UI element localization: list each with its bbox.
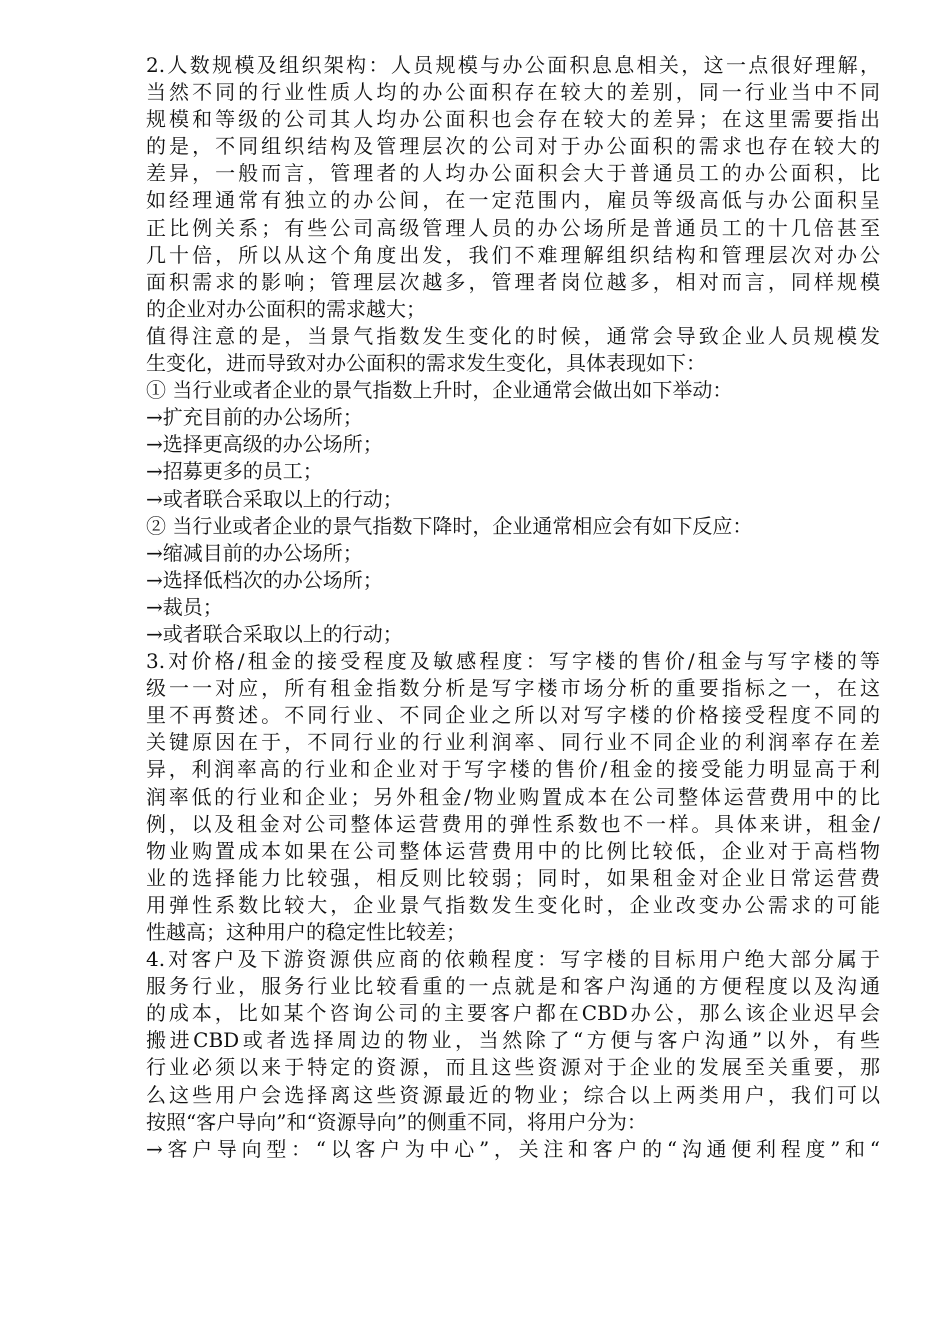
text-line: 行业必须以来于特定的资源，而且这些资源对于企业的发展至关重要，那 bbox=[146, 1055, 880, 1080]
text-line: 差异，一般而言，管理者的人均办公面积会大于普通员工的办公面积，比 bbox=[146, 161, 880, 186]
text-line: 物业购置成本如果在公司整体运营费用中的比例比较低，企业对于高档物 bbox=[146, 838, 880, 863]
text-line: 按照“客户导向”和“资源导向”的侧重不同，将用户分为： bbox=[146, 1109, 647, 1134]
list-item: →选择更高级的办公场所； bbox=[146, 432, 383, 457]
text-line: 用弹性系数比较大，企业景气指数发生变化时，企业改变办公需求的可能 bbox=[146, 892, 880, 917]
text-line: 级一一对应，所有租金指数分析是写字楼市场分析的重要指标之一，在这 bbox=[146, 676, 880, 701]
text-line: 关键原因在于，不同行业的行业利润率、同行业不同企业的利润率存在差 bbox=[146, 730, 880, 755]
text-line: 里不再赘述。不同行业、不同企业之所以对写字楼的价格接受程度不同的 bbox=[146, 703, 880, 728]
text-line: 搬进CBD或者选择周边的物业，当然除了“方便与客户沟通”以外，有些 bbox=[146, 1028, 880, 1053]
list-item: →或者联合采取以上的行动； bbox=[146, 621, 403, 646]
text-line: 3.对价格/租金的接受程度及敏感程度：写字楼的售价/租金与写字楼的等 bbox=[146, 649, 880, 674]
text-line: 的企业对办公面积的需求越大； bbox=[146, 296, 426, 321]
text-line: 的成本，比如某个咨询公司的主要客户都在CBD办公，那么该企业迟早会 bbox=[146, 1001, 880, 1026]
text-line: 正比例关系；有些公司高级管理人员的办公场所是普通员工的十几倍甚至 bbox=[146, 215, 880, 240]
text-line: 性越高；这种用户的稳定性比较差； bbox=[146, 920, 466, 944]
list-item: →或者联合采取以上的行动； bbox=[146, 486, 403, 511]
text-line: 么这些用户会选择离这些资源最近的物业；综合以上两类用户，我们可以 bbox=[146, 1082, 880, 1107]
list-item: →客户导向型：“以客户为中心”，关注和客户的“沟通便利程度”和“ bbox=[146, 1136, 880, 1161]
text-line: 当然不同的行业性质人均的办公面积存在较大的差别，同一行业当中不同 bbox=[146, 80, 880, 105]
list-heading: ② 当行业或者企业的景气指数下降时，企业通常相应会有如下反应： bbox=[146, 513, 753, 538]
text-line: 服务行业，服务行业比较看重的一点就是和客户沟通的方便程度以及沟通 bbox=[146, 974, 880, 999]
list-item: →扩充目前的办公场所； bbox=[146, 405, 363, 430]
text-line: 业的选择能力比较强，相反则比较弱；同时，如果租金对企业日常运营费 bbox=[146, 865, 880, 890]
document-body bbox=[146, 52, 880, 1163]
list-item: →招募更多的员工； bbox=[146, 459, 323, 484]
list-item: →裁员； bbox=[146, 594, 223, 619]
list-item: →选择低档次的办公场所； bbox=[146, 567, 383, 592]
list-heading: ① 当行业或者企业的景气指数上升时，企业通常会做出如下举动： bbox=[146, 378, 733, 403]
text-line: 4.对客户及下游资源供应商的依赖程度：写字楼的目标用户绝大部分属于 bbox=[146, 947, 880, 972]
text-line: 异，利润率高的行业和企业对于写字楼的售价/租金的接受能力明显高于利 bbox=[146, 757, 880, 782]
text-line: 润率低的行业和企业；另外租金/物业购置成本在公司整体运营费用中的比 bbox=[146, 784, 880, 809]
text-line: 值得注意的是，当景气指数发生变化的时候，通常会导致企业人员规模发 bbox=[146, 323, 880, 348]
text-line: 如经理通常有独立的办公间，在一定范围内，雇员等级高低与办公面积呈 bbox=[146, 188, 880, 213]
text-line: 例，以及租金对公司整体运营费用的弹性系数也不一样。具体来讲，租金/ bbox=[146, 811, 880, 836]
list-item: →缩减目前的办公场所； bbox=[146, 540, 363, 565]
text-line: 规模和等级的公司其人均办公面积也会存在较大的差异；在这里需要指出 bbox=[146, 107, 880, 132]
text-line: 生变化，进而导致对办公面积的需求发生变化，具体表现如下： bbox=[146, 351, 706, 376]
text-line: 面积需求的影响；管理层次越多，管理者岗位越多，相对而言，同样规模 bbox=[146, 269, 880, 294]
text-line: 的是，不同组织结构及管理层次的公司对于办公面积的需求也存在较大的 bbox=[146, 134, 880, 159]
text-line: 几十倍，所以从这个角度出发，我们不难理解组织结构和管理层次对办公 bbox=[146, 242, 880, 267]
text-line: 2.人数规模及组织架构：人员规模与办公面积息息相关，这一点很好理解， bbox=[146, 53, 880, 77]
